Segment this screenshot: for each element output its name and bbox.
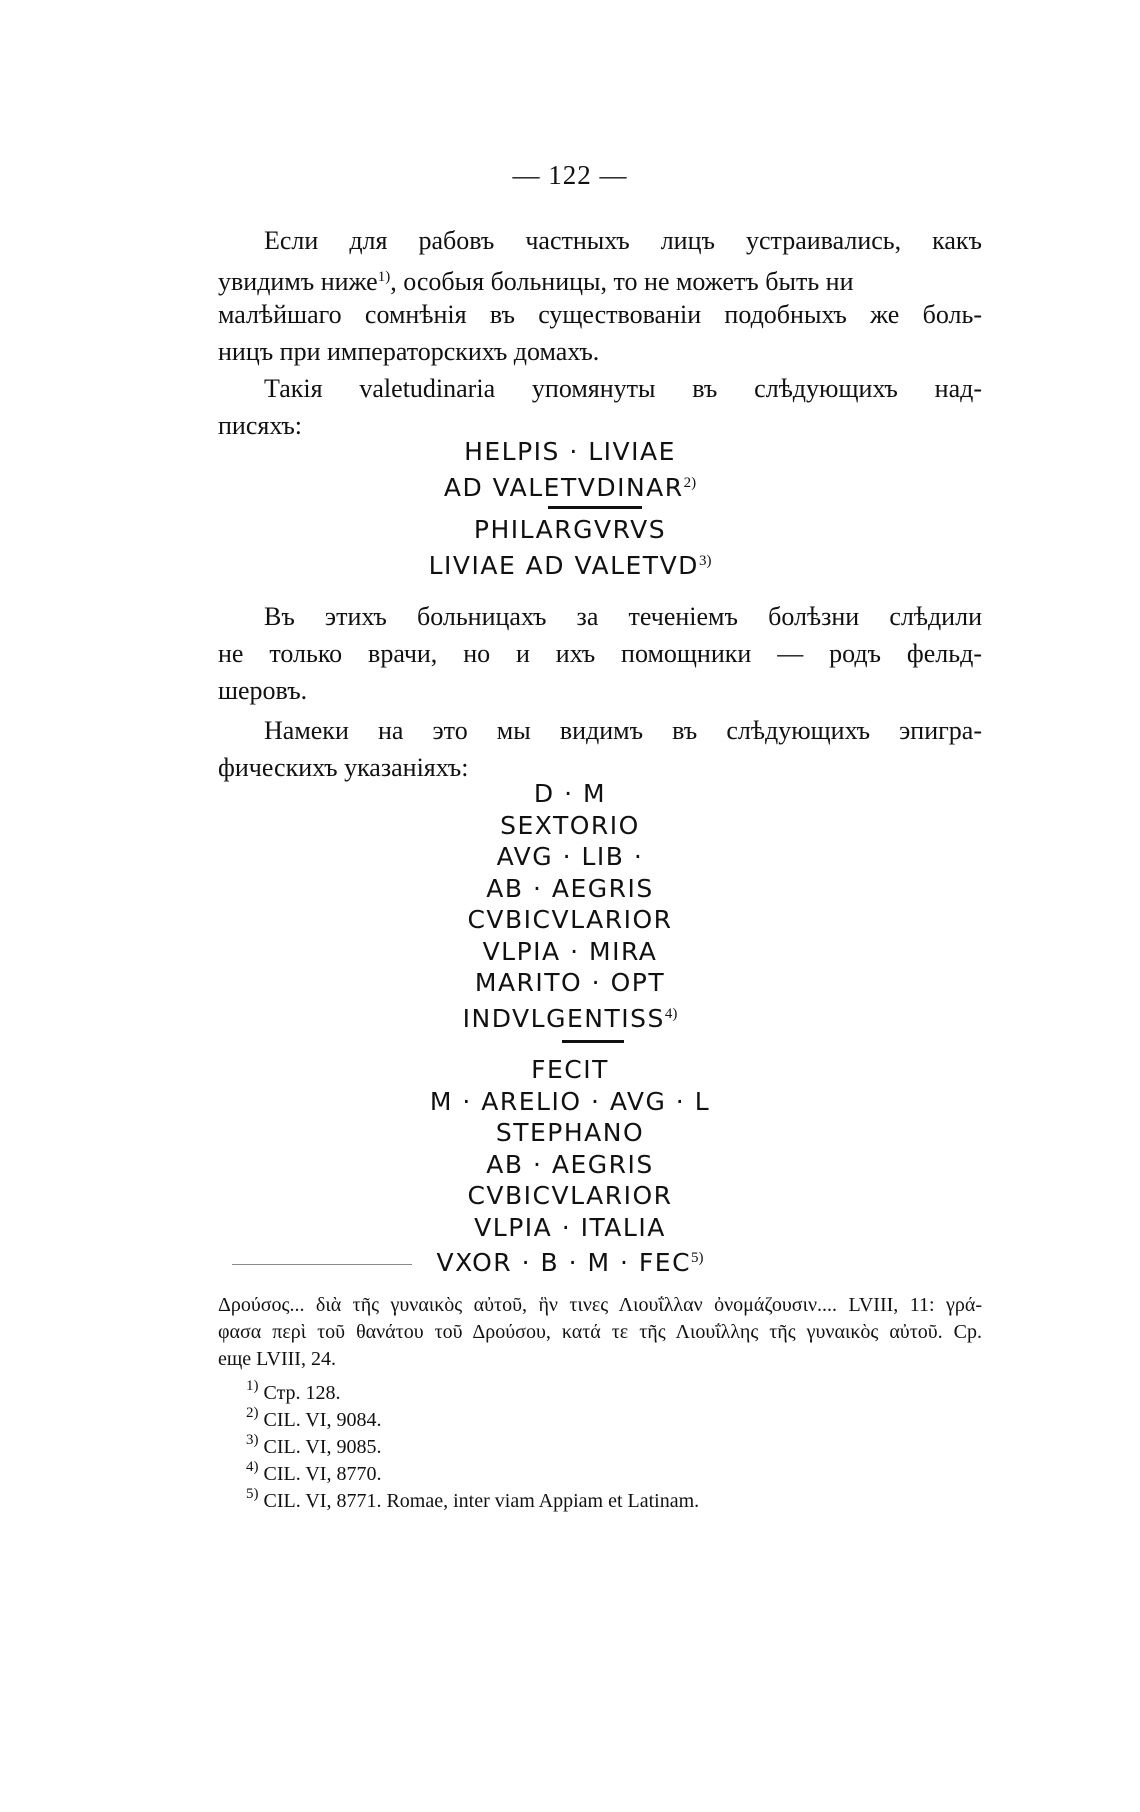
inscription-line: CVBICVLARIOR xyxy=(467,905,673,934)
inscription-2b xyxy=(0,1054,1140,1275)
footnote-separator xyxy=(232,1264,412,1265)
paragraph-3 xyxy=(218,598,982,709)
inscription-1b xyxy=(0,514,1140,580)
paragraph-line: Въ этихъ больницахъ за теченіемъ болѣзни слѣдили xyxy=(264,602,982,631)
inscription-line-text: VXOR · B · M · FEC xyxy=(436,1248,692,1277)
footnote-number: 3) xyxy=(246,1432,259,1448)
footnote-item xyxy=(218,1400,982,1431)
inscription-separator xyxy=(562,1040,624,1043)
footnote-text: CIL. VI, 9085. xyxy=(263,1436,382,1458)
paragraph-line-text: увидимъ ниже xyxy=(218,267,378,296)
inscription-line-text: LIVIAE AD VALETVD xyxy=(428,550,699,580)
paragraph-line: Такія valetudinaria упомянуты въ слѣдующихъ над- xyxy=(264,374,982,403)
inscription-line: AB · AEGRIS xyxy=(486,1149,654,1179)
footnote-ref: 3) xyxy=(698,552,712,569)
footnote-text: CIL. VI, 9084. xyxy=(263,1409,382,1431)
footnote-text: Стр. 128. xyxy=(263,1382,341,1404)
inscription-line: D · M xyxy=(533,779,607,808)
footnote-ref: 4) xyxy=(664,1005,678,1022)
paragraph-line: не только врачи, но и ихъ помощники — родъ фельд- xyxy=(218,639,982,668)
footnote-greek-line: еще LVIII, 24. xyxy=(218,1348,336,1370)
footnote-number: 2) xyxy=(246,1405,259,1421)
paragraph-2 xyxy=(218,370,982,444)
inscription-separator xyxy=(548,506,642,509)
footnote-number: 4) xyxy=(246,1459,259,1475)
footnote-number: 1) xyxy=(246,1378,259,1394)
footnote-greek-line: φασα περὶ τοῦ θανάτου τοῦ Δρούσου, κατά τε τῆς Λιουΐλλης τῆς γυναικὸς αὐτοῦ. Ср. xyxy=(218,1321,982,1343)
footnote-item xyxy=(218,1373,982,1404)
page-number: — 122 — xyxy=(512,160,628,190)
inscription-line: VLPIA · ITALIA xyxy=(474,1212,666,1242)
paragraph-1 xyxy=(218,222,982,370)
paragraph-line xyxy=(218,259,982,296)
inscription-line: AVG · LIB · xyxy=(496,842,644,871)
footnotes xyxy=(218,1292,982,1512)
paragraph-line: малѣйшаго сомнѣнія въ существованіи подобныхъ же боль- xyxy=(218,300,982,329)
inscription-line xyxy=(0,546,1140,578)
footnote-greek-line: Δρούσος... διὰ τῆς γυναικὸς αὐτοῦ, ἣν τινες Λιουΐλλαν ὀνομάζουσιν.... LVIII, 11: γρά- xyxy=(218,1294,982,1316)
inscription-1 xyxy=(0,436,1140,502)
inscription-line xyxy=(0,1243,1140,1275)
inscription-line-text: AD VALETVDINAR xyxy=(443,472,684,502)
paragraph-line-text: , особыя больницы, то не можетъ быть ни xyxy=(390,267,854,296)
inscription-2 xyxy=(0,778,1140,1033)
footnote-item xyxy=(218,1454,982,1485)
paragraph-line: Намеки на это мы видимъ въ слѣдующихъ эпигра- xyxy=(264,716,982,745)
paragraph-line: ницъ при императорскихъ домахъ. xyxy=(218,337,600,366)
inscription-line: M · ARELIO · AVG · L xyxy=(429,1086,711,1116)
inscription-line xyxy=(0,468,1140,500)
paragraph-line: шеровъ. xyxy=(218,676,308,705)
inscription-line: VLPIA · MIRA xyxy=(482,936,658,966)
footnote-number: 5) xyxy=(246,1486,259,1502)
inscription-line: HELPIS · LIVIAE xyxy=(464,437,676,466)
footnote-item xyxy=(218,1481,982,1512)
paragraph-line: писяхъ: xyxy=(218,411,303,440)
inscription-line: CVBICVLARIOR xyxy=(467,1181,673,1210)
footnote-ref: 2) xyxy=(683,474,697,491)
footnote-text: CIL. VI, 8770. xyxy=(263,1463,382,1485)
paragraph-line: Если для рабовъ частныхъ лицъ устраивались, какъ xyxy=(264,226,982,255)
footnote-text: CIL. VI, 8771. Romae, inter viam Appiam et Latinam. xyxy=(263,1490,700,1512)
inscription-line: SEXTORIO xyxy=(500,810,640,840)
paragraph-line: фическихъ указаніяхъ: xyxy=(218,753,469,782)
footnote-ref: 5) xyxy=(691,1250,704,1266)
footnote-item xyxy=(218,1427,982,1458)
inscription-line: MARITO · OPT xyxy=(474,968,666,997)
inscription-line: STEPHANO xyxy=(495,1118,645,1147)
inscription-line: FECIT xyxy=(531,1055,609,1084)
footnote-ref: 1) xyxy=(377,269,391,285)
inscription-line: PHILARGVRVS xyxy=(473,515,667,544)
inscription-line: AB · AEGRIS xyxy=(486,873,654,903)
paragraph-4 xyxy=(218,712,982,786)
inscription-line xyxy=(0,999,1140,1031)
inscription-line-text: INDVLGENTISS xyxy=(462,1003,665,1033)
